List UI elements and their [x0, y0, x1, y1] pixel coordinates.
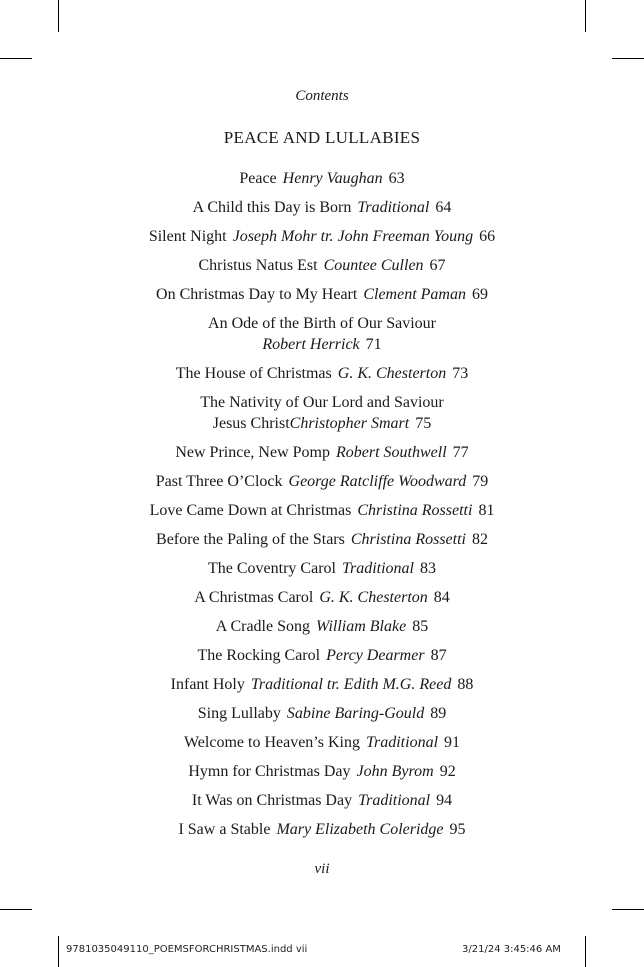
- toc-entry: [0, 284, 644, 305]
- entry-page-number: 84: [433, 589, 450, 606]
- toc-entry: [0, 226, 644, 247]
- toc-entry: [0, 471, 644, 492]
- toc-entry: [0, 674, 644, 695]
- crop-mark: [585, 0, 586, 32]
- crop-mark: [58, 936, 59, 967]
- entry-title: A Cradle Song: [215, 618, 310, 635]
- entry-title: The Rocking Carol: [197, 647, 321, 664]
- entry-author: Robert Southwell: [335, 444, 447, 461]
- entry-page-number: 69: [471, 286, 488, 303]
- toc-entry: [0, 819, 644, 840]
- entry-author: Christina Rossetti: [350, 531, 466, 548]
- entry-author: George Ratcliffe Woodward: [288, 473, 467, 490]
- entry-title: On Christmas Day to My Heart: [156, 286, 358, 303]
- toc-entry: [0, 790, 644, 811]
- entry-author: Mary Elizabeth Coleridge: [276, 821, 444, 838]
- entry-author: Traditional: [358, 792, 431, 809]
- entry-page-number: 85: [412, 618, 429, 635]
- entry-page-number: 91: [444, 734, 461, 751]
- entry-author: Countee Cullen: [323, 257, 424, 274]
- entry-title: Before the Paling of the Stars: [156, 531, 345, 548]
- entry-title: New Prince, New Pomp: [175, 444, 330, 461]
- entry-title: Sing Lullaby: [197, 705, 281, 722]
- contents-list: [0, 168, 644, 848]
- entry-page-number: 87: [430, 647, 447, 664]
- crop-mark: [585, 936, 586, 967]
- toc-entry: [0, 616, 644, 637]
- toc-entry: [0, 168, 644, 189]
- entry-title: Peace: [239, 170, 277, 187]
- toc-entry: [0, 442, 644, 463]
- entry-title: It Was on Christmas Day: [191, 792, 353, 809]
- toc-entry: [0, 645, 644, 666]
- slug-timestamp: 3/21/24 3:45:46 AM: [462, 944, 561, 955]
- entry-title: I Saw a Stable: [178, 821, 271, 838]
- entry-author: Traditional: [341, 560, 414, 577]
- crop-mark: [0, 909, 32, 910]
- toc-entry: [0, 732, 644, 753]
- entry-page-number: 66: [479, 228, 496, 245]
- entry-author: Traditional: [357, 199, 430, 216]
- toc-entry: [0, 313, 644, 355]
- entry-author: John Byrom: [356, 763, 434, 780]
- entry-title: A Christmas Carol: [194, 589, 314, 606]
- slug-file-info: 9781035049110_POEMSFORCHRISTMAS.indd vii: [66, 944, 308, 955]
- entry-author: Joseph Mohr tr. John Freeman Young: [232, 228, 474, 245]
- crop-mark: [0, 58, 32, 59]
- entry-title: The House of Christmas: [175, 365, 332, 382]
- toc-entry: [0, 529, 644, 550]
- running-head: Contents: [295, 88, 349, 104]
- entry-page-number: 83: [420, 560, 436, 577]
- toc-entry: [0, 587, 644, 608]
- entry-page-number: 88: [457, 676, 474, 693]
- entry-author: Henry Vaughan: [282, 170, 383, 187]
- entry-page-number: 81: [478, 502, 495, 519]
- entry-page-number: 77: [452, 444, 469, 461]
- page-number: vii: [314, 861, 330, 877]
- toc-entry: [0, 197, 644, 218]
- entry-author: Percy Dearmer: [326, 647, 425, 664]
- entry-title: The Coventry Carol: [208, 560, 336, 577]
- entry-author: Robert Herrick: [262, 336, 360, 353]
- entry-page-number: 73: [452, 365, 469, 382]
- entry-title: Hymn for Christmas Day: [188, 763, 351, 780]
- entry-page-number: 82: [471, 531, 488, 548]
- entry-title: Infant Holy: [170, 676, 245, 693]
- toc-entry: [0, 255, 644, 276]
- crop-mark: [612, 909, 644, 910]
- crop-mark: [612, 58, 644, 59]
- entry-title: The Nativity of Our Lord and Saviour: [200, 394, 444, 411]
- entry-page-number: 79: [472, 473, 489, 490]
- entry-page-number: 75: [415, 415, 432, 432]
- crop-mark: [58, 0, 59, 32]
- entry-author: Clement Paman: [363, 286, 466, 303]
- entry-title: Love Came Down at Christmas: [149, 502, 352, 519]
- toc-entry: [0, 558, 644, 579]
- entry-author: Sabine Baring-Gould: [286, 705, 425, 722]
- entry-author: Traditional tr. Edith M.G. Reed: [250, 676, 452, 693]
- toc-entry: [0, 500, 644, 521]
- entry-page-number: 63: [388, 170, 405, 187]
- entry-title: A Child this Day is Born: [192, 199, 352, 216]
- toc-entry: [0, 392, 644, 434]
- section-title: PEACE AND LULLABIES: [223, 128, 421, 147]
- entry-page-number: 89: [430, 705, 447, 722]
- entry-page-number: 71: [365, 336, 382, 353]
- entry-author: Traditional: [365, 734, 439, 751]
- toc-entry: [0, 703, 644, 724]
- entry-title: Welcome to Heaven’s King: [183, 734, 360, 751]
- entry-title: An Ode of the Birth of Our Saviour: [208, 315, 436, 332]
- entry-title: Christus Natus Est: [198, 257, 318, 274]
- entry-author: G. K. Chesterton: [337, 365, 447, 382]
- entry-page-number: 64: [435, 199, 452, 216]
- entry-title-continued: Jesus Christ: [212, 415, 290, 432]
- entry-page-number: 94: [436, 792, 453, 809]
- entry-author: Christopher Smart: [289, 415, 410, 432]
- entry-author: Christina Rossetti: [357, 502, 473, 519]
- toc-entry: [0, 363, 644, 384]
- entry-author: G. K. Chesterton: [319, 589, 428, 606]
- toc-entry: [0, 761, 644, 782]
- entry-page-number: 67: [429, 257, 446, 274]
- entry-author: William Blake: [316, 618, 407, 635]
- entry-page-number: 92: [439, 763, 456, 780]
- entry-title: Past Three O’Clock: [155, 473, 283, 490]
- entry-title: Silent Night: [148, 228, 227, 245]
- entry-page-number: 95: [449, 821, 466, 838]
